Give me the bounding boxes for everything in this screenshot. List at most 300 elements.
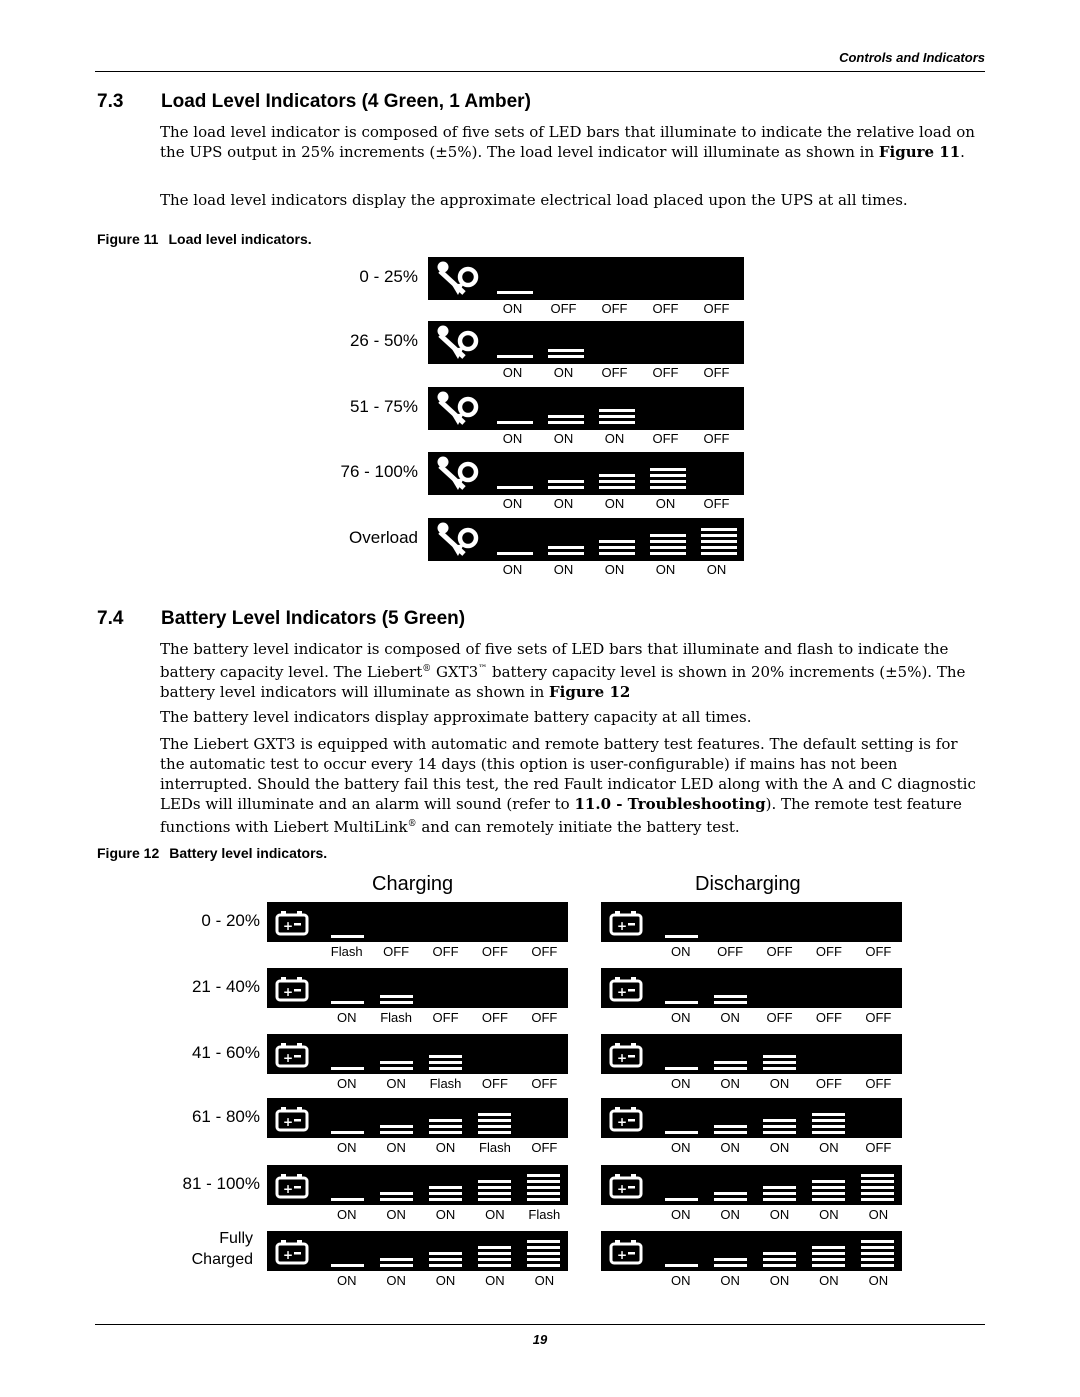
led-segment (812, 1264, 845, 1267)
led-state-label: OFF (703, 496, 730, 511)
led-segment (812, 1252, 845, 1255)
led-state-label: ON (670, 1273, 691, 1288)
led-state-label: ON (485, 1273, 505, 1288)
led-state-label: OFF (815, 1076, 842, 1091)
load-indicator-panel (428, 452, 744, 495)
battery-icon (275, 1173, 309, 1204)
paragraph: The load level indicators display the approximate electrical load placed upon the UPS at all times. (160, 191, 908, 209)
led-segment (599, 421, 635, 424)
paragraph (160, 734, 985, 837)
led-bar-2 (714, 1061, 747, 1070)
led-state-label: ON (655, 496, 676, 511)
led-bar-1 (665, 1001, 698, 1004)
led-bar-2 (548, 349, 584, 358)
led-segment (763, 1252, 796, 1255)
led-segment (763, 1198, 796, 1201)
figure-caption (97, 231, 312, 247)
led-bar-2 (714, 995, 747, 1004)
led-state-label: ON (720, 1140, 740, 1155)
led-segment (714, 1192, 747, 1195)
led-segment (478, 1246, 511, 1249)
svg-text:+: + (283, 1248, 294, 1262)
section-reference: 11.0 - Troubleshooting (574, 795, 766, 813)
led-bar-3 (599, 409, 635, 424)
led-state-label: ON (336, 1010, 357, 1025)
led-segment (380, 1061, 413, 1064)
led-segment (331, 1131, 364, 1134)
led-state-label: ON (386, 1140, 406, 1155)
led-bar-1 (331, 1131, 364, 1134)
led-segment (429, 1192, 462, 1195)
led-state-labels (322, 1207, 569, 1222)
led-segment (599, 552, 635, 555)
led-segment (548, 415, 584, 418)
led-state-label: OFF (815, 944, 842, 959)
led-segment (812, 1125, 845, 1128)
led-state-label: ON (670, 1207, 691, 1222)
led-segment (714, 1258, 747, 1261)
led-bar-3 (429, 1119, 462, 1134)
led-bar-5 (527, 1240, 560, 1267)
led-segment (812, 1246, 845, 1249)
led-segment (665, 1131, 698, 1134)
led-segment (812, 1258, 845, 1261)
led-bar-2 (548, 546, 584, 555)
led-bar-3 (763, 1186, 796, 1201)
led-bar-1 (331, 935, 364, 938)
led-segment (527, 1174, 560, 1177)
svg-text:+: + (617, 919, 628, 933)
discharging-battery-panel (601, 902, 902, 942)
led-bar-3 (429, 1252, 462, 1267)
led-segment (812, 1186, 845, 1189)
led-bar-1 (497, 421, 533, 424)
battery-icon (609, 1106, 643, 1137)
led-state-label: OFF (481, 944, 508, 959)
battery-icon (609, 976, 643, 1007)
section-heading-7-3 (97, 91, 531, 113)
led-segment (650, 474, 686, 477)
led-segment (527, 1186, 560, 1189)
led-state-label: ON (604, 562, 625, 577)
section-title: Battery Level Indicators (5 Green) (161, 608, 466, 629)
led-segment (380, 1001, 413, 1004)
svg-text:+: + (617, 1182, 628, 1196)
led-segment (429, 1131, 462, 1134)
level-label: 26 - 50% (349, 331, 418, 350)
led-state-label: ON (502, 496, 523, 511)
led-state-labels (487, 431, 742, 446)
led-segment (665, 1067, 698, 1070)
led-bar-1 (497, 291, 533, 294)
led-segment (665, 1264, 698, 1267)
led-segment (331, 1198, 364, 1201)
figure-caption (97, 845, 327, 861)
led-segment (527, 1198, 560, 1201)
footer-rule (95, 1324, 985, 1325)
led-segment (701, 534, 737, 537)
load-indicator-panel (428, 257, 744, 300)
led-bar-1 (331, 1198, 364, 1201)
level-label (150, 1228, 253, 1270)
led-state-label: ON (502, 365, 523, 380)
svg-text:+: + (283, 985, 294, 999)
led-segment (812, 1192, 845, 1195)
led-state-label: ON (670, 944, 691, 959)
led-segment (478, 1119, 511, 1122)
led-segment (478, 1180, 511, 1183)
led-segment (861, 1252, 894, 1255)
led-bar-2 (380, 1061, 413, 1070)
led-segment (478, 1113, 511, 1116)
led-segment (380, 995, 413, 998)
led-segment (650, 534, 686, 537)
led-segment (763, 1192, 796, 1195)
led-bar-4 (478, 1246, 511, 1267)
svg-text:+: + (283, 1051, 294, 1065)
led-segment (812, 1198, 845, 1201)
running-head: Controls and Indicators (839, 50, 985, 65)
svg-text:+: + (617, 1051, 628, 1065)
led-state-label: ON (769, 1076, 790, 1091)
led-segment (861, 1180, 894, 1183)
trademark-mark: ™ (478, 664, 488, 674)
led-segment (527, 1252, 560, 1255)
led-state-labels (322, 944, 569, 959)
charging-battery-panel (267, 902, 568, 942)
led-segment (429, 1055, 462, 1058)
led-bar-3 (763, 1055, 796, 1070)
led-segment (650, 546, 686, 549)
led-segment (599, 480, 635, 483)
led-segment (599, 486, 635, 489)
led-state-label: Flash (429, 1076, 462, 1091)
led-segment (548, 421, 584, 424)
led-state-label: ON (670, 1010, 691, 1025)
led-state-label: ON (502, 301, 523, 316)
charging-battery-panel (267, 1165, 568, 1205)
led-bar-1 (665, 1264, 698, 1267)
load-indicator-panel (428, 387, 744, 430)
led-bar-3 (763, 1252, 796, 1267)
led-segment (812, 1131, 845, 1134)
led-segment (478, 1252, 511, 1255)
led-state-label: ON (435, 1207, 456, 1222)
led-segment (861, 1258, 894, 1261)
led-segment (861, 1186, 894, 1189)
led-segment (763, 1186, 796, 1189)
led-segment (650, 552, 686, 555)
led-segment (497, 421, 533, 424)
led-segment (478, 1125, 511, 1128)
led-segment (331, 1001, 364, 1004)
section-title: Load Level Indicators (4 Green, 1 Amber) (161, 91, 531, 112)
led-segment (380, 1192, 413, 1195)
led-segment (763, 1067, 796, 1070)
battery-icon (275, 1106, 309, 1137)
load-indicator-panel (428, 518, 744, 561)
led-state-label: OFF (815, 1010, 842, 1025)
led-state-label: OFF (766, 1010, 793, 1025)
led-bar-1 (665, 935, 698, 938)
led-segment (497, 552, 533, 555)
led-state-labels (487, 562, 742, 577)
led-segment (701, 546, 737, 549)
led-segment (478, 1131, 511, 1134)
led-bar-3 (429, 1055, 462, 1070)
led-bar-1 (331, 1001, 364, 1004)
led-segment (548, 546, 584, 549)
level-label: 0 - 25% (359, 267, 418, 286)
led-bar-3 (429, 1186, 462, 1201)
led-state-label: ON (769, 1140, 790, 1155)
led-state-label: OFF (703, 365, 730, 380)
charging-battery-panel (267, 968, 568, 1008)
led-state-label: ON (670, 1076, 691, 1091)
level-label-line1: Fully (219, 1230, 253, 1247)
level-label: Overload (349, 528, 418, 547)
led-state-label: ON (502, 562, 523, 577)
load-level-icon (434, 454, 482, 499)
led-segment (599, 474, 635, 477)
led-segment (650, 480, 686, 483)
led-bar-3 (599, 474, 635, 489)
led-segment (380, 1198, 413, 1201)
led-bar-3 (599, 540, 635, 555)
figure-title: Load level indicators. (168, 231, 312, 247)
led-segment (380, 1067, 413, 1070)
led-state-label: OFF (531, 1010, 558, 1025)
led-state-label: ON (336, 1273, 357, 1288)
led-segment (714, 1001, 747, 1004)
led-state-label: Flash (330, 944, 363, 959)
level-label: 61 - 80% (191, 1107, 260, 1126)
led-segment (812, 1180, 845, 1183)
paragraph (160, 122, 985, 162)
led-state-label: ON (534, 1273, 555, 1288)
led-bar-4 (478, 1113, 511, 1134)
led-segment (763, 1061, 796, 1064)
led-segment (701, 552, 737, 555)
led-state-label: ON (502, 431, 523, 446)
led-segment (665, 1001, 698, 1004)
led-bar-2 (380, 1258, 413, 1267)
led-state-labels (656, 944, 903, 959)
led-segment (599, 546, 635, 549)
led-bar-4 (812, 1180, 845, 1201)
led-segment (429, 1264, 462, 1267)
led-segment (548, 355, 584, 358)
led-bar-5 (861, 1240, 894, 1267)
led-segment (861, 1192, 894, 1195)
level-label: 21 - 40% (191, 977, 260, 996)
led-segment (763, 1055, 796, 1058)
load-indicator-panel (428, 321, 744, 364)
led-state-label: ON (706, 562, 727, 577)
paragraph: The battery level indicators display approximate battery capacity at all times. (160, 708, 752, 726)
led-state-label: ON (670, 1140, 691, 1155)
led-segment (429, 1125, 462, 1128)
led-bar-2 (380, 995, 413, 1004)
led-state-label: ON (386, 1207, 406, 1222)
led-state-labels (487, 496, 742, 511)
led-segment (650, 486, 686, 489)
paragraph-text: battery capacity level is shown in 20% increments (±5%). The battery level indicators will illuminate as shown in (160, 663, 966, 701)
led-state-label: ON (769, 1207, 790, 1222)
led-bar-1 (331, 1067, 364, 1070)
led-state-label: OFF (432, 1010, 459, 1025)
led-bar-2 (380, 1192, 413, 1201)
led-segment (478, 1192, 511, 1195)
led-segment (599, 409, 635, 412)
led-segment (599, 415, 635, 418)
led-segment (548, 349, 584, 352)
discharging-title: Discharging (695, 873, 801, 895)
led-bar-2 (714, 1125, 747, 1134)
led-segment (812, 1119, 845, 1122)
led-bar-2 (380, 1125, 413, 1134)
led-segment (714, 1067, 747, 1070)
led-segment (650, 540, 686, 543)
led-segment (763, 1131, 796, 1134)
led-bar-1 (665, 1131, 698, 1134)
registered-mark: ® (422, 664, 432, 674)
led-state-label: ON (720, 1010, 740, 1025)
level-label: 0 - 20% (201, 911, 260, 930)
led-state-label: ON (386, 1273, 406, 1288)
led-state-label: ON (868, 1273, 889, 1288)
led-state-label: Flash (528, 1207, 561, 1222)
led-segment (763, 1258, 796, 1261)
led-state-labels (656, 1076, 903, 1091)
led-segment (331, 1067, 364, 1070)
led-bar-1 (497, 552, 533, 555)
charging-battery-panel (267, 1034, 568, 1074)
led-state-label: ON (819, 1140, 839, 1155)
led-segment (714, 1264, 747, 1267)
led-state-label: ON (386, 1076, 406, 1091)
led-segment (714, 1131, 747, 1134)
led-state-label: OFF (865, 1076, 892, 1091)
figure-label: Figure 12 (97, 845, 160, 861)
led-segment (650, 468, 686, 471)
led-state-labels (656, 1140, 903, 1155)
led-bar-1 (665, 1198, 698, 1201)
led-state-label: ON (553, 496, 574, 511)
battery-icon (609, 1239, 643, 1270)
led-bar-2 (714, 1258, 747, 1267)
paragraph-text: and can remotely initiate the battery test. (416, 818, 740, 836)
figure-title: Battery level indicators. (169, 845, 328, 861)
svg-text:+: + (283, 1182, 294, 1196)
led-bar-5 (861, 1174, 894, 1201)
level-label-line2: Charged (191, 1251, 253, 1268)
led-state-labels (322, 1140, 569, 1155)
led-segment (380, 1264, 413, 1267)
discharging-battery-panel (601, 968, 902, 1008)
battery-icon (275, 976, 309, 1007)
led-state-label: ON (720, 1207, 740, 1222)
led-state-label: ON (553, 562, 574, 577)
led-segment (527, 1246, 560, 1249)
led-segment (497, 486, 533, 489)
figure-label: Figure 11 (97, 231, 159, 247)
led-state-label: OFF (531, 1140, 558, 1155)
battery-icon (609, 1173, 643, 1204)
led-state-label: ON (655, 562, 676, 577)
led-segment (763, 1264, 796, 1267)
led-state-label: ON (868, 1207, 889, 1222)
battery-icon (609, 1042, 643, 1073)
svg-text:+: + (283, 919, 294, 933)
led-segment (497, 291, 533, 294)
led-segment (548, 486, 584, 489)
led-segment (861, 1264, 894, 1267)
led-segment (429, 1198, 462, 1201)
led-state-label: OFF (703, 431, 730, 446)
led-state-labels (656, 1010, 903, 1025)
battery-icon (275, 1239, 309, 1270)
led-state-label: OFF (717, 944, 744, 959)
svg-text:+: + (617, 985, 628, 999)
svg-text:+: + (617, 1248, 628, 1262)
led-segment (527, 1240, 560, 1243)
led-segment (478, 1264, 511, 1267)
discharging-battery-panel (601, 1165, 902, 1205)
led-segment (548, 552, 584, 555)
discharging-battery-panel (601, 1098, 902, 1138)
led-segment (478, 1186, 511, 1189)
led-state-label: OFF (481, 1010, 508, 1025)
led-state-labels (656, 1273, 903, 1288)
led-bar-1 (497, 355, 533, 358)
led-segment (380, 1125, 413, 1128)
led-segment (861, 1240, 894, 1243)
paragraph-text: The Liebert GXT3 is equipped with automatic and remote battery test features. The default setting is for the automatic test to occur every 14 days (this option is user-configurable) if mains has not been interrupted. Should the battery fail this test, the red Fault indicator LED along with the A and C diagnostic LEDs will illuminate and an alarm will sound (refer to (160, 735, 976, 813)
led-state-label: ON (485, 1207, 505, 1222)
led-state-label: OFF (531, 1076, 558, 1091)
led-segment (665, 935, 698, 938)
led-state-label: ON (769, 1273, 790, 1288)
led-bar-3 (763, 1119, 796, 1134)
led-segment (497, 355, 533, 358)
led-segment (812, 1113, 845, 1116)
led-segment (380, 1131, 413, 1134)
led-segment (478, 1198, 511, 1201)
led-segment (701, 528, 737, 531)
level-label: 81 - 100% (182, 1174, 260, 1193)
led-state-label: OFF (652, 365, 679, 380)
led-state-labels (487, 365, 742, 380)
led-bar-4 (650, 468, 686, 489)
led-state-label: ON (604, 496, 625, 511)
led-segment (714, 995, 747, 998)
led-segment (527, 1192, 560, 1195)
section-number: 7.3 (97, 91, 124, 112)
led-bar-5 (701, 528, 737, 555)
battery-icon (275, 910, 309, 941)
led-segment (331, 1264, 364, 1267)
led-state-label: OFF (652, 431, 679, 446)
led-state-label: ON (336, 1207, 357, 1222)
led-bar-4 (812, 1246, 845, 1267)
led-state-labels (322, 1273, 569, 1288)
led-state-label: ON (604, 431, 625, 446)
led-segment (548, 480, 584, 483)
led-state-label: ON (336, 1140, 357, 1155)
led-state-label: OFF (865, 944, 892, 959)
paragraph-text: GXT3 (431, 663, 479, 681)
